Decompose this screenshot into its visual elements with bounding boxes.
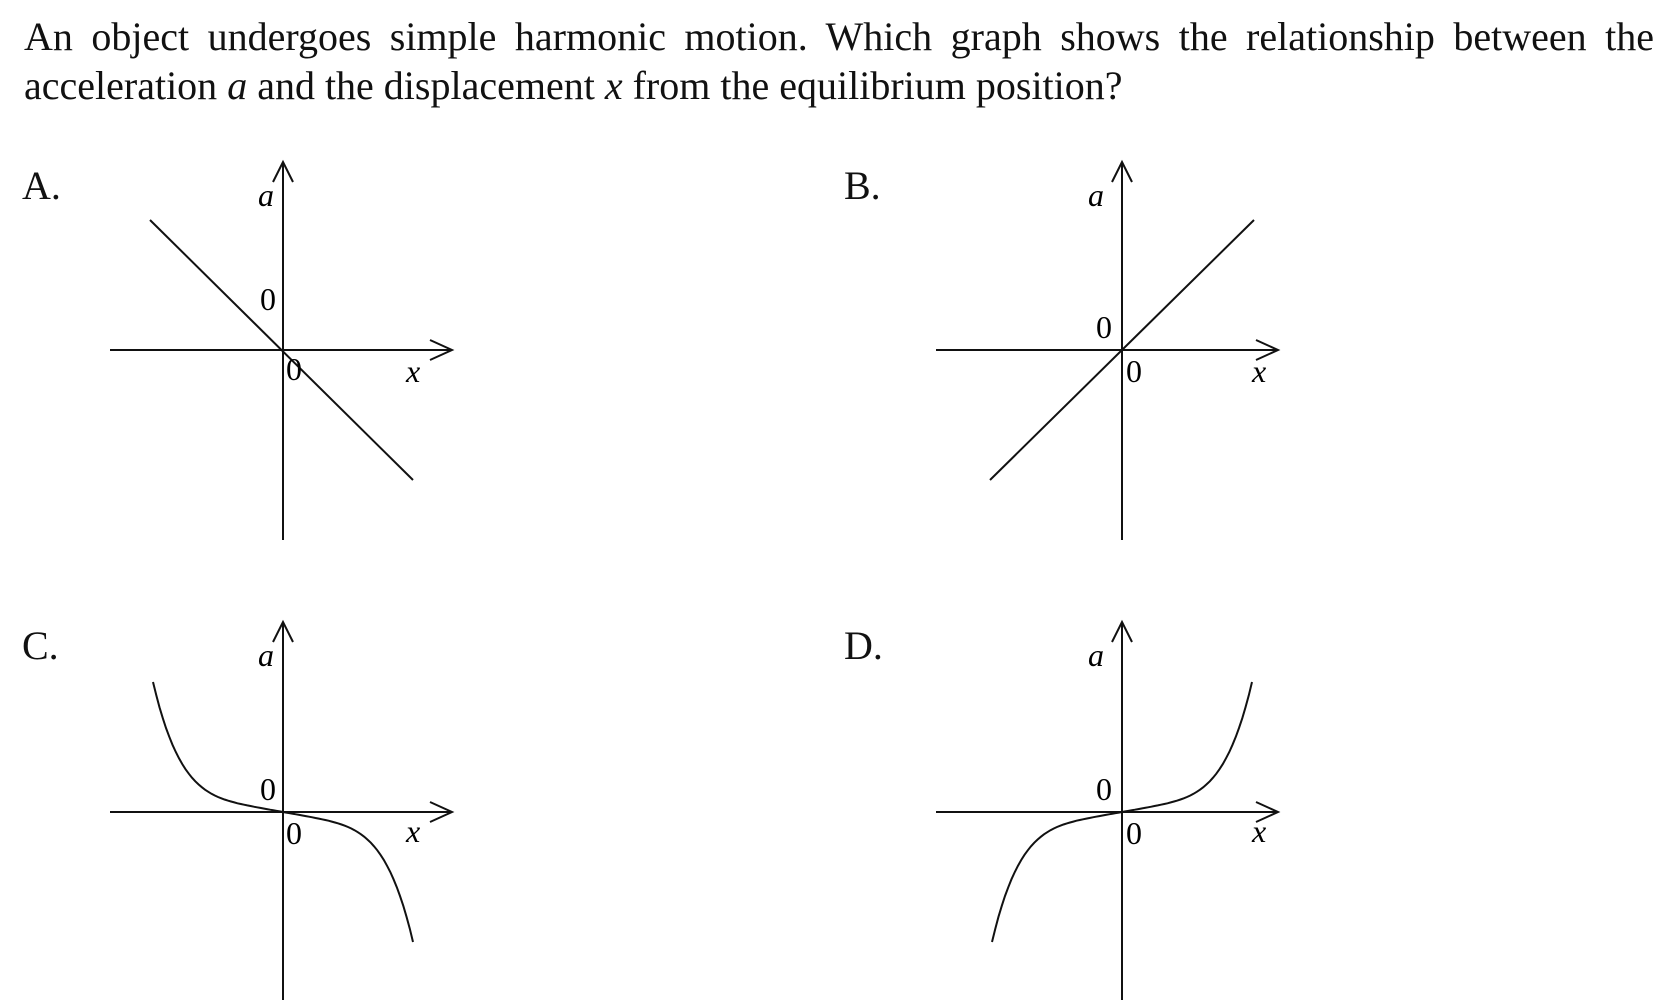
graph-option-b <box>936 160 1296 540</box>
y-axis-label: a <box>1088 177 1104 213</box>
graph-option-c <box>110 620 470 1000</box>
x-axis-label: x <box>406 813 421 849</box>
option-letter-b[interactable]: B. <box>844 163 881 208</box>
origin-label-lower: 0 <box>1126 353 1142 389</box>
x-axis-label: x <box>1252 813 1267 849</box>
origin-label-upper: 0 <box>1096 309 1112 345</box>
graph-option-d <box>936 620 1296 1000</box>
option-letter-c[interactable]: C. <box>22 623 59 668</box>
y-axis-label: a <box>258 637 274 673</box>
x-axis-label: x <box>1252 353 1267 389</box>
question-part2: acceleration <box>24 63 228 108</box>
question-part3: and the displacement <box>247 63 605 108</box>
option-letter-d[interactable]: D. <box>844 623 883 668</box>
question-var-x: x <box>604 63 623 108</box>
origin-label-upper: 0 <box>260 771 276 807</box>
origin-label-upper: 0 <box>1096 771 1112 807</box>
origin-label-lower: 0 <box>1126 815 1142 851</box>
x-axis-label: x <box>406 353 421 389</box>
y-axis-label: a <box>1088 637 1104 673</box>
origin-label-lower: 0 <box>286 351 302 387</box>
origin-label-upper: 0 <box>260 281 276 317</box>
question-line-2 <box>24 61 1654 110</box>
origin-label-lower: 0 <box>286 815 302 851</box>
question-text <box>24 12 1654 110</box>
question-part4: from the equilibrium position? <box>622 63 1123 108</box>
question-var-a: a <box>227 63 248 108</box>
graph-option-a <box>110 160 470 540</box>
option-letter-a[interactable]: A. <box>22 163 61 208</box>
y-axis-label: a <box>258 177 274 213</box>
question-line-1: An object undergoes simple harmonic motion. Which graph shows the relationship between the <box>24 14 1654 59</box>
